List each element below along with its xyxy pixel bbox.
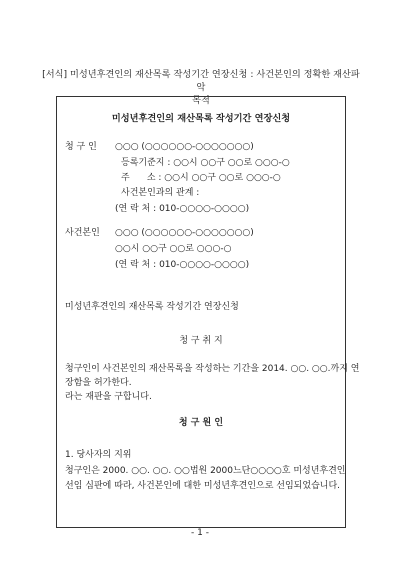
applicant-relation: 사건본인과의 관계 : — [121, 188, 200, 198]
document-title: [서식] 미성년후견인의 재산목록 작성기간 연장신청 : 사건본인의 정확한 재산파악 목적 — [42, 69, 360, 106]
subject-label: 사건본인 — [65, 228, 100, 238]
purpose-line-1: 청구인이 사건본인의 재산목록을 작성하는 기간을 2014. ○○. ○○.까지 연 — [65, 364, 360, 374]
applicant-label: 청 구 인 — [65, 142, 97, 152]
purpose-heading: 청 구 취 지 — [179, 336, 223, 346]
applicant-address: 주 소 : ○○시 ○○구 ○○로 ○○○-○ — [121, 173, 281, 183]
form-box — [56, 96, 360, 528]
case-title: 미성년후견인의 재산목록 작성기간 연장신청 — [65, 302, 239, 312]
subject-contact: (연 락 처 : 010-○○○○-○○○○) — [115, 260, 250, 270]
subject-name: ○○○ (○○○○○○-○○○○○○○) — [115, 228, 254, 238]
applicant-name: ○○○ (○○○○○○-○○○○○○○) — [115, 142, 254, 152]
reason-heading: 청 구 원 인 — [178, 418, 224, 428]
purpose-line-3: 라는 재판을 구합니다. — [65, 392, 152, 402]
subject-address: ○○시 ○○구 ○○로 ○○○-○ — [115, 244, 232, 254]
form-title: 미성년후견인의 재산목록 작성기간 연장신청 — [111, 113, 291, 124]
applicant-contact: (연 락 처 : 010-○○○○-○○○○) — [115, 204, 250, 214]
applicant-registration-address: 등록기준지 : ○○시 ○○구 ○○로 ○○○-○ — [121, 158, 290, 168]
purpose-line-2: 장함을 허가한다. — [65, 378, 132, 388]
page-number: - 1 - — [191, 528, 209, 538]
reason-line-2: 선임 심판에 따라, 사건본인에 대한 미성년후견인으로 선임되었습니다. — [65, 481, 341, 491]
reason-line-1: 청구인은 2000. ○○. ○○. ○○법원 2000느단○○○○호 미성년후견인 — [65, 466, 346, 476]
reason-subheading: 1. 당사자의 지위 — [65, 450, 132, 460]
